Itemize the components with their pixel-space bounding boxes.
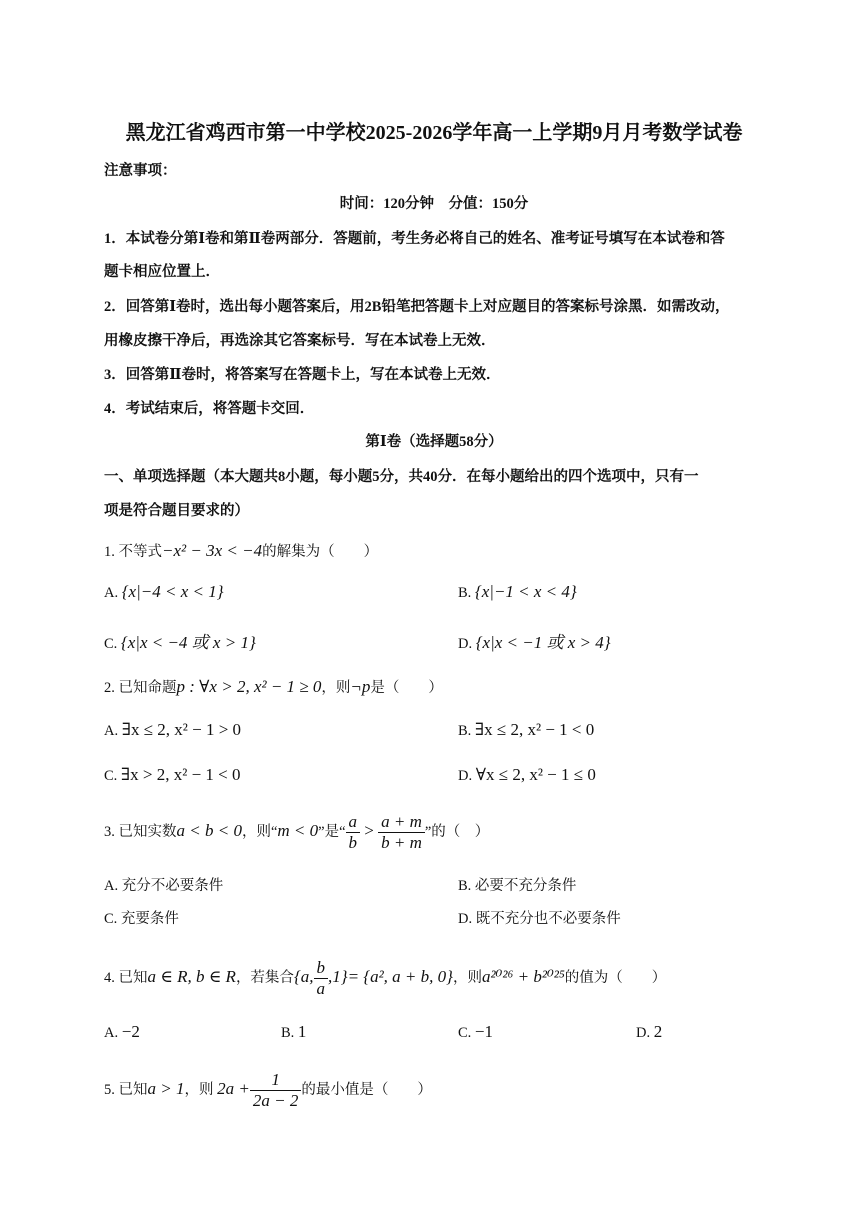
q2-expr: p : ∀x > 2, x² − 1 ≥ 0 bbox=[176, 677, 322, 696]
q5-cond: a > 1 bbox=[147, 1078, 185, 1098]
note-line: 1．本试卷分第Ⅰ卷和第Ⅱ卷两部分．答题前，考生务必将自己的姓名、准考证号填写在本试卷和答 bbox=[104, 231, 725, 247]
note-line: 2．回答第Ⅰ卷时，选出每小题答案后，用2B铅笔把答题卡上对应题目的答案标号涂黑．如需改动， bbox=[104, 299, 730, 315]
frac-denominator: 2a − 2 bbox=[252, 1091, 299, 1110]
option-label: B. bbox=[458, 878, 472, 894]
option-text: −1 bbox=[474, 1022, 494, 1041]
q5-frac bbox=[250, 1070, 301, 1111]
q3-m-cond: m < 0 bbox=[277, 820, 319, 840]
option-label: B. bbox=[281, 1025, 295, 1041]
q4-option-b bbox=[281, 1022, 306, 1042]
exam-title: 黑龙江省鸡西市第一中学校2025-2026学年高一上学期9月月考数学试卷 bbox=[125, 122, 743, 144]
q1-prefix: 1. 不等式 bbox=[104, 544, 162, 560]
option-text: 充分不必要条件 bbox=[121, 878, 224, 894]
q2-neg: ¬p bbox=[350, 677, 371, 696]
frac-numerator: b bbox=[314, 958, 329, 979]
q1-suffix: 的解集为（ ） bbox=[262, 544, 379, 560]
q3-cond: a < b < 0 bbox=[176, 820, 242, 840]
q3-mid1: ，则“ bbox=[241, 823, 278, 840]
q2-suffix: 是（ ） bbox=[370, 680, 443, 696]
option-text: −2 bbox=[121, 1022, 140, 1041]
q2-option-b bbox=[458, 720, 594, 740]
q4-set-right: = {a², a + b, 0} bbox=[347, 966, 453, 986]
part1-heading: 第Ⅰ卷（选择题58分） bbox=[365, 434, 503, 450]
q4-option-a bbox=[104, 1022, 140, 1042]
option-text: {x|x < −1 或 x > 4} bbox=[475, 633, 611, 652]
q3-frac-left bbox=[346, 812, 361, 853]
q4-mid2: ，则 bbox=[452, 969, 482, 986]
q2-prefix: 2. 已知命题 bbox=[104, 680, 177, 696]
frac-numerator: a + m bbox=[378, 812, 425, 833]
q2-option-d bbox=[458, 765, 596, 785]
q2-option-a bbox=[104, 720, 241, 740]
option-text: ∃x ≤ 2, x² − 1 < 0 bbox=[474, 720, 595, 739]
q1-option-b bbox=[458, 582, 577, 602]
q1-option-a bbox=[104, 582, 224, 602]
q3-option-c bbox=[104, 907, 179, 928]
question-4 bbox=[104, 958, 666, 999]
option-label: D. bbox=[458, 911, 473, 927]
q1-expr: −x² − 3x < −4 bbox=[162, 541, 263, 560]
q2-mid: ，则 bbox=[321, 680, 351, 696]
question-3: 3. 已知实数a < b < 0，则“m < 0”是“ $\frac{a}{b}$ > $\frac{a + m}{b + m}$ ”的（ ） bbox=[104, 812, 490, 852]
option-label: A. bbox=[104, 723, 119, 739]
note-line: 题卡相应位置上． bbox=[104, 264, 220, 280]
q3-mid2: ”是“ bbox=[318, 823, 346, 840]
option-label: C. bbox=[458, 1025, 472, 1041]
section-heading: 一、单项选择题（本大题共8小题，每小题5分，共40分．在每小题给出的四个选项中，只有一 bbox=[104, 469, 699, 485]
q3-prefix: 3. 已知实数 bbox=[104, 823, 177, 840]
q5-suffix: 的最小值是（ ） bbox=[301, 1081, 432, 1098]
q1-option-c bbox=[104, 628, 256, 653]
q4-expr: a²⁰²⁶ + b²⁰²⁵ bbox=[481, 966, 565, 986]
time-score: 时间：120分钟 分值：150分 bbox=[339, 196, 529, 212]
option-label: A. bbox=[104, 1025, 119, 1041]
option-text: ∀x ≤ 2, x² − 1 ≤ 0 bbox=[475, 765, 596, 784]
q3-option-a bbox=[104, 874, 223, 895]
frac-denominator: b bbox=[348, 833, 358, 852]
option-text: {x|−4 < x < 1} bbox=[121, 582, 224, 601]
option-text: 1 bbox=[297, 1022, 307, 1041]
option-label: D. bbox=[636, 1025, 651, 1041]
frac-denominator: a bbox=[316, 979, 325, 998]
option-text: {x|−1 < x < 4} bbox=[474, 582, 577, 601]
question-5 bbox=[104, 1070, 432, 1111]
note-line: 4．考试结束后，将答题卡交回． bbox=[104, 401, 315, 417]
q4-suffix: 的值为（ ） bbox=[564, 969, 667, 986]
q3-option-b bbox=[458, 874, 576, 895]
option-text: 必要不充分条件 bbox=[474, 878, 577, 894]
frac-numerator: a bbox=[346, 812, 361, 833]
q4-set-left: {a, bbox=[293, 966, 314, 986]
q3-option-d bbox=[458, 907, 621, 928]
option-text: ∃x > 2, x² − 1 < 0 bbox=[120, 765, 241, 784]
option-label: B. bbox=[458, 723, 472, 739]
q4-given: a ∈ R, b ∈ R bbox=[147, 966, 236, 986]
q3-suffix: ”的（ ） bbox=[424, 823, 490, 840]
note-line: 3．回答第Ⅱ卷时，将答案写在答题卡上，写在本试卷上无效． bbox=[104, 367, 501, 383]
option-label: C. bbox=[104, 911, 118, 927]
option-label: A. bbox=[104, 878, 119, 894]
q3-frac-right bbox=[378, 812, 425, 853]
frac-denominator: b + m bbox=[381, 833, 422, 852]
option-text: {x|x < −4 或 x > 1} bbox=[120, 633, 256, 652]
option-label: D. bbox=[458, 768, 473, 784]
q5-prefix: 5. 已知 bbox=[104, 1081, 148, 1098]
option-text: ∃x ≤ 2, x² − 1 > 0 bbox=[121, 720, 242, 739]
q5-mid: ，则 bbox=[184, 1081, 214, 1098]
section-heading: 项是符合题目要求的） bbox=[104, 503, 249, 519]
frac-numerator: 1 bbox=[250, 1070, 301, 1091]
notice-heading: 注意事项： bbox=[104, 163, 177, 179]
option-label: B. bbox=[458, 585, 472, 601]
option-label: C. bbox=[104, 768, 118, 784]
question-1 bbox=[104, 540, 378, 561]
option-text: 充要条件 bbox=[120, 911, 179, 927]
option-label: C. bbox=[104, 636, 118, 652]
q4-mid: ，若集合 bbox=[235, 969, 294, 986]
option-text: 既不充分也不必要条件 bbox=[475, 911, 621, 927]
q5-lead: 2a + bbox=[217, 1078, 250, 1098]
note-line: 用橡皮擦干净后，再选涂其它答案标号．写在本试卷上无效． bbox=[104, 333, 496, 349]
q4-frac bbox=[314, 958, 329, 999]
q2-option-c bbox=[104, 765, 241, 785]
option-label: A. bbox=[104, 585, 119, 601]
option-label: D. bbox=[458, 636, 473, 652]
q4-set-left-end: ,1} bbox=[328, 966, 348, 986]
q4-prefix: 4. 已知 bbox=[104, 969, 148, 986]
q4-option-c bbox=[458, 1022, 493, 1042]
question-2 bbox=[104, 676, 443, 697]
q1-option-d bbox=[458, 628, 611, 653]
option-text: 2 bbox=[653, 1022, 663, 1041]
q4-option-d bbox=[636, 1022, 662, 1042]
